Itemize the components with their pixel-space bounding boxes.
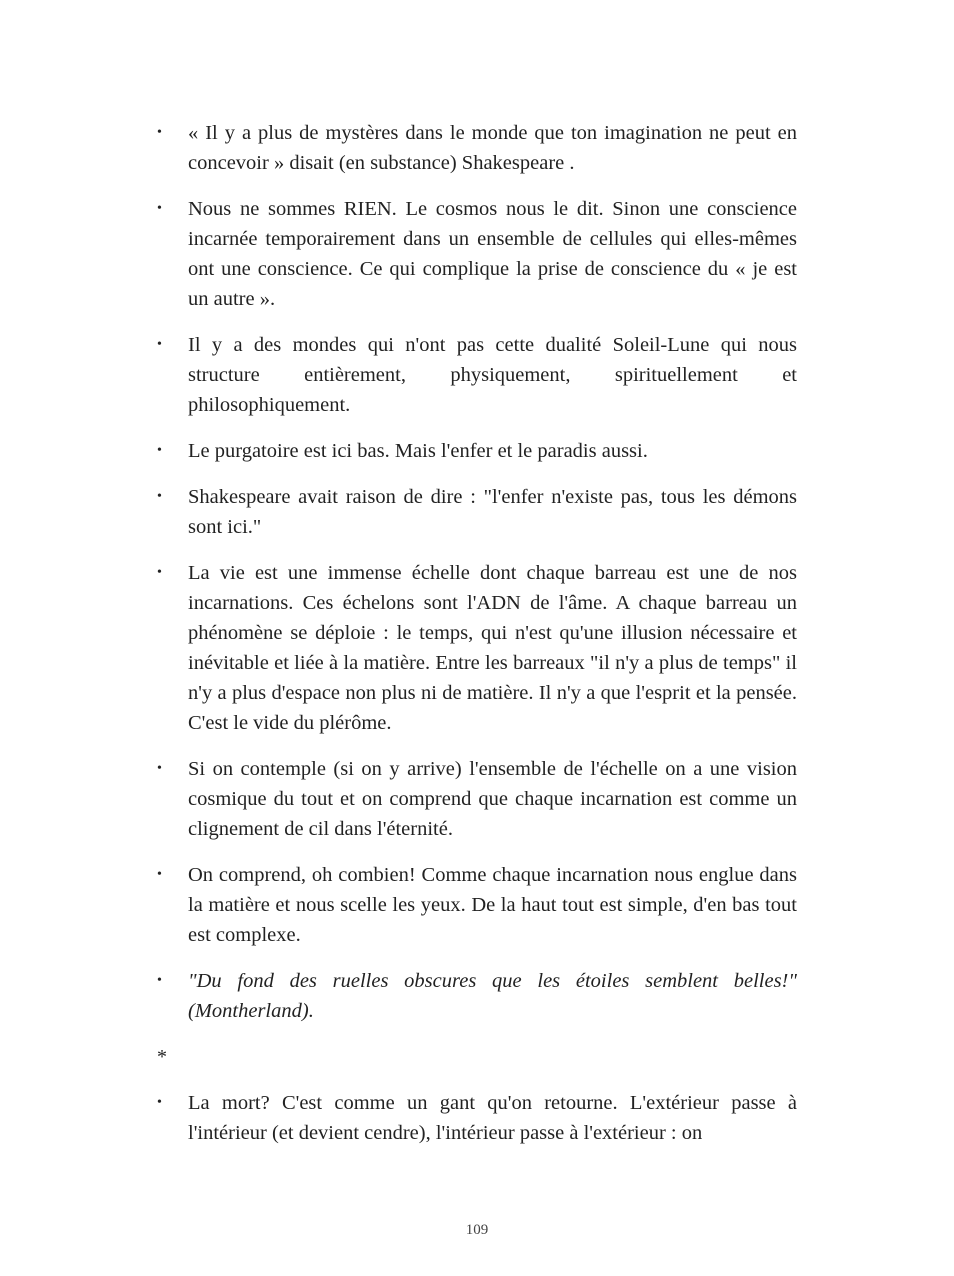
list-item — [157, 1088, 797, 1148]
list-item — [157, 558, 797, 738]
list-item-text: Le purgatoire est ici bas. Mais l'enfer et le paradis aussi. — [188, 440, 648, 462]
list-item-text: On comprend, oh combien! Comme chaque incarnation nous englue dans la matière et nous scelle les yeux. De la haut tout est simple, d'en bas tout est complexe. — [188, 864, 797, 946]
bullet-icon: • — [157, 761, 162, 776]
list-item-text: Il y a des mondes qui n'ont pas cette dualité Soleil-Lune qui nous structure entièrement, physiquement, spirituellement et philosophiquement. — [188, 334, 797, 416]
list-item — [157, 754, 797, 844]
bullet-icon: • — [157, 443, 162, 458]
list-item — [157, 860, 797, 950]
list-item-text: « Il y a plus de mystères dans le monde que ton imagination ne peut en concevoir » disait (en substance) Shakespeare . — [188, 122, 797, 174]
bullet-icon: • — [157, 1095, 162, 1110]
bullet-icon: • — [157, 565, 162, 580]
bullet-icon: • — [157, 337, 162, 352]
list-item-text: La vie est une immense échelle dont chaque barreau est une de nos incarnations. Ces échelons sont l'ADN de l'âme. A chaque barreau un phénomène se déploie : le temps, qui n'est qu'une illusion nécessaire et inévitable et liée à la matière. Entre les barreaux "il n'y a plus de temps" il n'y a plus d'espace non plus ni de matière. Il n'y a que l'esprit et la pensée. C'est le vide du plérôme. — [188, 562, 797, 734]
bullet-icon: • — [157, 201, 162, 216]
bullet-icon: • — [157, 973, 162, 988]
list-item — [157, 966, 797, 1026]
bullet-icon: • — [157, 489, 162, 504]
quote-text: "Du fond des ruelles obscures que les étoiles semblent belles!" (Montherland). — [188, 970, 797, 1022]
list-item-text: Si on contemple (si on y arrive) l'ensemble de l'échelle on a une vision cosmique du tout et on comprend que chaque incarnation est comme un clignement de cil dans l'éternité. — [188, 758, 797, 840]
bullet-icon: • — [157, 867, 162, 882]
page-content — [157, 118, 797, 1164]
list-item-text: Shakespeare avait raison de dire : "l'enfer n'existe pas, tous les démons sont ici." — [188, 486, 797, 538]
list-item — [157, 118, 797, 178]
list-item-text: Nous ne sommes RIEN. Le cosmos nous le dit. Sinon une conscience incarnée temporairement dans un ensemble de cellules qui elles-mêmes ont une conscience. Ce qui complique la prise de conscience du « je est un autre ». — [188, 198, 797, 310]
list-item — [157, 436, 797, 466]
section-separator: * — [157, 1046, 167, 1068]
list-item — [157, 482, 797, 542]
page-number: 109 — [465, 1222, 489, 1238]
bullet-icon: • — [157, 125, 162, 140]
list-item — [157, 330, 797, 420]
list-item-text: La mort? C'est comme un gant qu'on retourne. L'extérieur passe à l'intérieur (et devient cendre), l'intérieur passe à l'extérieur : on — [188, 1092, 797, 1144]
list-item — [157, 194, 797, 314]
